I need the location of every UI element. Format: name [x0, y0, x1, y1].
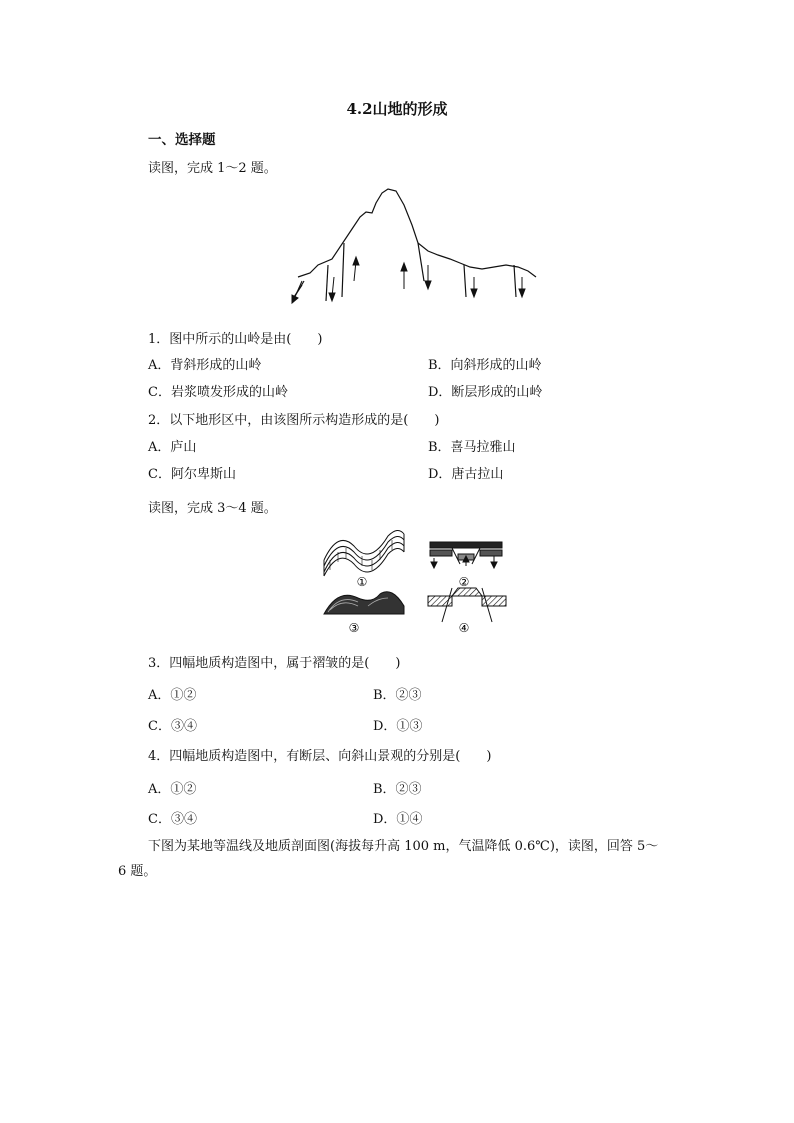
structure-label-2: ② [458, 575, 470, 589]
q4-option-a[interactable]: A．①② [148, 782, 197, 797]
q3-option-c[interactable]: C．③④ [148, 719, 197, 734]
section-heading: 一、选择题 [148, 132, 216, 148]
structure-label-1: ① [356, 575, 368, 589]
q2-stem: 2．以下地形区中，由该图所示构造形成的是( ) [148, 413, 440, 428]
q1-option-c[interactable]: C．岩浆喷发形成的山岭 [148, 385, 288, 400]
intro-q5-6-line2: 6 题。 [118, 864, 157, 879]
fault-line-5 [514, 265, 516, 297]
intro-q5-6-line1: 下图为某地等温线及地质剖面图(海拔每升高 100 m，气温降低 0.6℃)，读图，回答 5～ [148, 839, 659, 854]
q2-option-b[interactable]: B．喜马拉雅山 [428, 440, 516, 455]
q3-stem: 3．四幅地质构造图中，属于褶皱的是( ) [148, 656, 401, 671]
q1-option-a[interactable]: A．背斜形成的山岭 [148, 358, 262, 373]
fault-mountain-figure [288, 185, 540, 310]
fault-line-3 [418, 243, 424, 281]
q1-option-d[interactable]: D．断层形成的山岭 [428, 385, 543, 400]
q4-option-b[interactable]: B．②③ [373, 782, 422, 797]
q3-option-b[interactable]: B．②③ [373, 688, 422, 703]
q4-option-d[interactable]: D．①④ [373, 812, 423, 827]
structure-label-4: ④ [458, 621, 470, 635]
q1-option-b[interactable]: B．向斜形成的山岭 [428, 358, 542, 373]
q4-option-c[interactable]: C．③④ [148, 812, 197, 827]
fault-line-4 [464, 265, 466, 297]
structure-label-3: ③ [348, 621, 360, 635]
intro-q1-2: 读图，完成 1～2 题。 [148, 161, 277, 176]
structure-2-fault [430, 542, 502, 568]
q2-option-d[interactable]: D．唐古拉山 [428, 467, 504, 482]
fault-line-2 [342, 243, 344, 297]
mountain-outline [298, 189, 536, 277]
page-title: 4.2山地的形成 [346, 100, 448, 118]
structure-1-fold [324, 530, 404, 576]
q3-option-a[interactable]: A．①② [148, 688, 197, 703]
structure-4-horst [428, 588, 506, 622]
fault-line-1 [326, 265, 328, 301]
q3-option-d[interactable]: D．①③ [373, 719, 423, 734]
intro-q3-4: 读图，完成 3～4 题。 [148, 501, 277, 516]
structure-3-layers [324, 592, 404, 614]
q1-stem: 1．图中所示的山岭是由( ) [148, 332, 323, 347]
q2-option-c[interactable]: C．阿尔卑斯山 [148, 467, 236, 482]
q2-option-a[interactable]: A．庐山 [148, 440, 197, 455]
structures-figure [318, 526, 508, 636]
q4-stem: 4．四幅地质构造图中，有断层、向斜山景观的分别是( ) [148, 749, 492, 764]
